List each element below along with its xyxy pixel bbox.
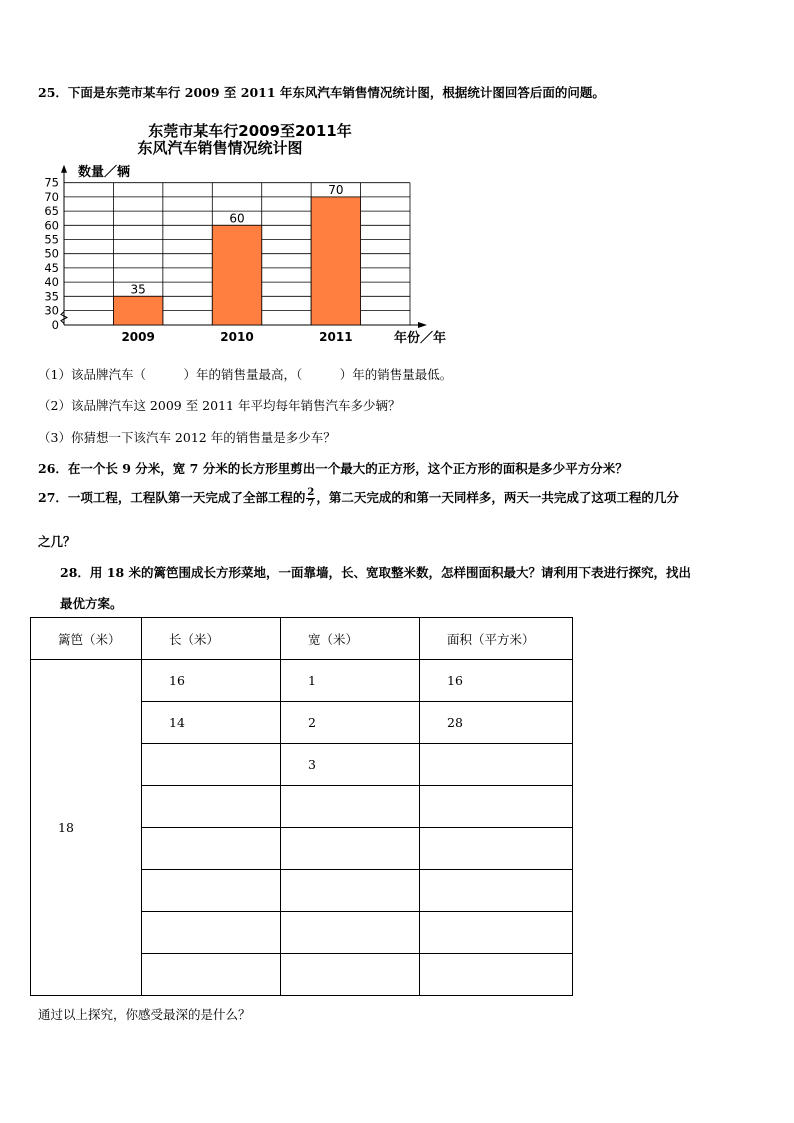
length-cell — [142, 912, 281, 954]
x-tick-label: 2009 — [121, 330, 155, 344]
width-cell — [281, 912, 420, 954]
area-cell: 28 — [420, 702, 573, 744]
fraction-denominator: 7 — [307, 498, 315, 509]
q26-text: 26．在一个长 9 分米，宽 7 分米的长方形里剪出一个最大的正方形，这个正方形的面积是多少平方分米？ — [38, 461, 628, 476]
width-cell: 2 — [281, 702, 420, 744]
width-cell: 1 — [281, 660, 420, 702]
y-tick-label: 40 — [44, 275, 59, 290]
length-cell: 14 — [142, 702, 281, 744]
area-cell — [420, 912, 573, 954]
y-axis-label: 数量／辆 — [78, 165, 131, 180]
header-length: 长（米） — [142, 618, 281, 660]
y-tick-label: 60 — [44, 218, 59, 233]
bar — [113, 296, 162, 325]
width-cell — [281, 786, 420, 828]
y-axis-arrow — [61, 165, 67, 173]
fence-exploration-table — [30, 617, 573, 996]
y-tick-label: 70 — [44, 189, 59, 204]
width-cell — [281, 954, 420, 996]
y-tick-label: 65 — [44, 204, 59, 219]
bar — [212, 225, 261, 325]
area-cell — [420, 828, 573, 870]
q27-fraction — [306, 488, 315, 509]
area-cell — [420, 744, 573, 786]
y-tick-label: 75 — [44, 175, 59, 190]
q27-line1 — [38, 488, 679, 509]
q27-text-before: 27．一项工程，工程队第一天完成了全部工程的 — [38, 490, 306, 505]
y-tick-label: 55 — [44, 232, 59, 247]
table-row — [31, 660, 573, 702]
header-area: 面积（平方米） — [420, 618, 573, 660]
y-tick-label: 50 — [44, 246, 59, 261]
chart-title-line1: 东莞市某车行2009至2011年 — [148, 122, 352, 140]
length-cell: 16 — [142, 660, 281, 702]
q25-sub1: （1）该品牌汽车（ ）年的销售量最高，（ ）年的销售量最低。 — [38, 367, 453, 382]
length-cell — [142, 828, 281, 870]
fraction-numerator: 2 — [307, 487, 315, 498]
data-label: 70 — [328, 182, 344, 197]
length-cell — [142, 786, 281, 828]
area-cell — [420, 954, 573, 996]
q25-sub2: （2）该品牌汽车这 2009 至 2011 年平均每年销售汽车多少辆？ — [38, 398, 401, 413]
q27-line2: 之几？ — [38, 534, 76, 549]
header-width: 宽（米） — [281, 618, 420, 660]
q25-prompt: 25．下面是东莞市某车行 2009 至 2011 年东风汽车销售情况统计图，根据统计图回答后面的问题。 — [38, 85, 605, 100]
table-header-row — [31, 618, 573, 660]
q25-sub3: （3）你猜想一下该汽车 2012 年的销售量是多少车？ — [38, 430, 336, 445]
q28-line1: 28．用 18 米的篱笆围成长方形菜地，一面靠墙，长、宽取整米数，怎样围面积最大？请利用下表进行探究，找出 — [60, 565, 691, 580]
y-tick-label: 45 — [44, 260, 59, 275]
fence-value-cell: 18 — [31, 660, 142, 996]
q27-text-after: ，第二天完成的和第一天同样多，两天一共完成了这项工程的几分 — [316, 490, 679, 505]
x-axis-arrow — [418, 322, 427, 328]
y-tick-label: 35 — [44, 289, 59, 304]
width-cell: 3 — [281, 744, 420, 786]
area-cell: 16 — [420, 660, 573, 702]
length-cell — [142, 870, 281, 912]
width-cell — [281, 828, 420, 870]
y-tick-label: 0 — [51, 318, 59, 332]
sales-bar-chart — [34, 118, 454, 350]
data-label: 35 — [130, 282, 146, 297]
chart-title-line2: 东风汽车销售情况统计图 — [137, 139, 303, 157]
area-cell — [420, 786, 573, 828]
x-tick-label: 2010 — [220, 330, 254, 344]
q28-line2: 最优方案。 — [60, 596, 123, 611]
q28-followup: 通过以上探究，你感受最深的是什么？ — [38, 1007, 251, 1022]
width-cell — [281, 870, 420, 912]
area-cell — [420, 870, 573, 912]
data-label: 60 — [229, 211, 245, 226]
length-cell — [142, 744, 281, 786]
bar — [311, 197, 360, 325]
y-tick-label: 30 — [44, 303, 59, 318]
header-fence: 篱笆（米） — [31, 618, 142, 660]
x-tick-label: 2011 — [319, 330, 353, 344]
x-axis-label: 年份／年 — [394, 331, 447, 346]
length-cell — [142, 954, 281, 996]
